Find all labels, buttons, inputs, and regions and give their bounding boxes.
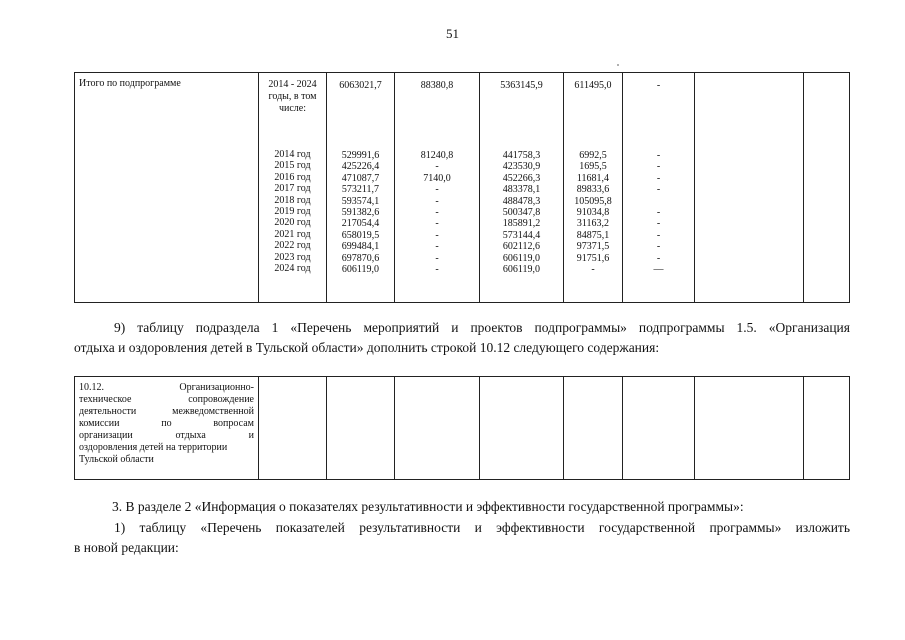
period-label: 2014 - 2024 годы, в том числе: [268,79,317,114]
paragraph-9-line2: отдыха и оздоровления детей в Тульской области» дополнить строкой 10.12 следующего содержания: [74,340,660,355]
col5-value [623,196,694,207]
total-col5: - [656,80,661,91]
years-value: 2018 год [274,194,311,206]
col5-value: - [656,218,661,230]
row-10-12-line [79,406,254,418]
col5-value: - [656,172,661,184]
row-name: Итого по подпрограмме [75,73,259,303]
row-10-12-word: деятельности [79,406,137,417]
years-value: 2021 год [274,228,311,240]
years-value: 2015 год [274,160,311,172]
col2-value: - [435,252,439,264]
col4-value: 89833,6 [576,184,610,196]
col1-value: 529991,6 [341,150,380,161]
years-value: 2019 год [274,205,311,217]
col2-value: - [435,218,439,230]
row-10-12-table [74,376,850,480]
col1-value: 697870,6 [341,252,380,264]
row-10-12-word: отдыха [175,430,206,441]
col5-values [623,150,694,275]
empty-cell [623,377,695,480]
col1-values [327,150,394,275]
col3-value: 500347,8 [502,206,541,218]
row-10-12-word: организации [79,430,133,441]
table-row [75,73,850,303]
col1-value: 606119,0 [341,263,380,275]
col4-value: 105095,8 [574,195,612,207]
subprogram-total-table [74,72,850,303]
row-10-12-word: сопровождение [188,394,254,405]
col3-value: 452266,3 [502,172,541,184]
col1-value: 593574,1 [341,195,380,207]
row-10-12-name [75,377,259,480]
col1-value: 699484,1 [341,241,380,253]
years-value: 2023 год [274,251,311,263]
total-col3-cell [480,73,564,303]
empty-cell [395,377,480,480]
col5-value: - [656,241,661,253]
years-list [259,149,326,274]
total-col2-cell [395,73,480,303]
period-cell [259,73,327,303]
total-col1-cell [327,73,395,303]
col1-value: 573211,7 [341,184,380,196]
col2-value: - [435,263,439,275]
col4-values [564,150,622,275]
scan-speck [617,64,619,66]
row-10-12-line [79,442,254,454]
col2-value: 7140,0 [423,172,451,184]
total-col4-cell [564,73,623,303]
years-value: 2020 год [274,217,311,229]
row-10-12-word: Тульской области [79,454,154,465]
col4-value: 11681,4 [576,172,610,184]
page-number: 51 [446,26,459,41]
col4-value: 6992,5 [579,150,607,161]
col3-value: 573144,4 [502,229,541,241]
total-col3: 5363145,9 [500,80,543,91]
col3-value: 423530,9 [502,161,541,173]
col3-value: 488478,3 [502,195,541,207]
years-value: 2014 год [274,149,311,160]
row-10-12-word: Организационно- [179,382,254,393]
col5-value: - [656,206,661,218]
years-value: 2017 год [274,183,311,195]
col2-value: - [435,241,439,253]
years-value: 2022 год [274,240,311,252]
col5-value: - [656,150,661,161]
col3-value: 602112,6 [502,241,541,253]
col4-value: 31163,2 [576,218,610,230]
col5-value: — [653,263,664,275]
col3-values [480,150,563,275]
col2-value: 81240,8 [420,150,454,161]
col4-value: - [591,263,595,275]
row-10-12-word: и [248,430,254,441]
col4-value: 91034,8 [576,206,610,218]
row-10-12-word: вопросам [213,418,254,429]
row-10-12-line [79,382,254,394]
col4-value: 91751,6 [576,252,610,264]
row-10-12-word: по [161,418,172,429]
col1-value: 471087,7 [341,172,380,184]
years-value: 2016 год [274,171,311,183]
paragraph-1 [74,518,850,558]
paragraph-1-line1: 1) таблицу «Перечень показателей результативности и эффективности государственной программы» изложить [114,520,850,535]
total-col5-cell [623,73,695,303]
col1-value: 591382,6 [341,206,380,218]
total-col2: 88380,8 [420,80,454,91]
total-col4: 611495,0 [574,80,612,91]
total-col1: 6063021,7 [339,80,382,91]
paragraph-9 [74,318,850,358]
row-10-12-word: комиссии [79,418,120,429]
col5-value: - [656,252,661,264]
col2-value: - [435,161,439,173]
row-10-12-line [79,418,254,430]
row-10-12-line [79,394,254,406]
paragraph-3: 3. В разделе 2 «Информация о показателях результативности и эффективности государственной программы»: [112,499,744,514]
col3-value: 483378,1 [502,184,541,196]
col2-value: - [435,206,439,218]
col4-value: 97371,5 [576,241,610,253]
col5-value: - [656,161,661,173]
col5-value: - [656,184,661,196]
col1-value: 425226,4 [341,161,380,173]
empty-cell [695,73,804,303]
col2-value: - [435,184,439,196]
row-10-12-line [79,430,254,442]
col1-value: 217054,4 [341,218,380,230]
col5-value: - [656,229,661,241]
col3-value: 441758,3 [502,150,541,161]
col4-value: 84875,1 [576,229,610,241]
paragraph-1-line2: в новой редакции: [74,540,179,555]
table-row [75,377,850,480]
empty-cell [804,73,850,303]
col2-value: - [435,229,439,241]
col3-value: 185891,2 [502,218,541,230]
col3-value: 606119,0 [502,263,541,275]
col1-value: 658019,5 [341,229,380,241]
empty-cell [327,377,395,480]
row-10-12-line [79,454,254,466]
row-10-12-word: оздоровления детей на территории [79,442,228,453]
col2-value: - [435,195,439,207]
empty-cell [804,377,850,480]
empty-cell [480,377,564,480]
paragraph-9-line1: 9) таблицу подраздела 1 «Перечень мероприятий и проектов подпрограммы» подпрограммы 1.5. «Организация [114,320,850,335]
row-10-12-word: межведомственной [172,406,254,417]
empty-cell [564,377,623,480]
row-10-12-word: техническое [79,394,132,405]
col2-values [395,150,479,275]
empty-cell [695,377,804,480]
row-10-12-word: 10.12. [79,382,104,393]
empty-cell [259,377,327,480]
col3-value: 606119,0 [502,252,541,264]
col4-value: 1695,5 [579,161,607,173]
years-value: 2024 год [274,262,311,274]
